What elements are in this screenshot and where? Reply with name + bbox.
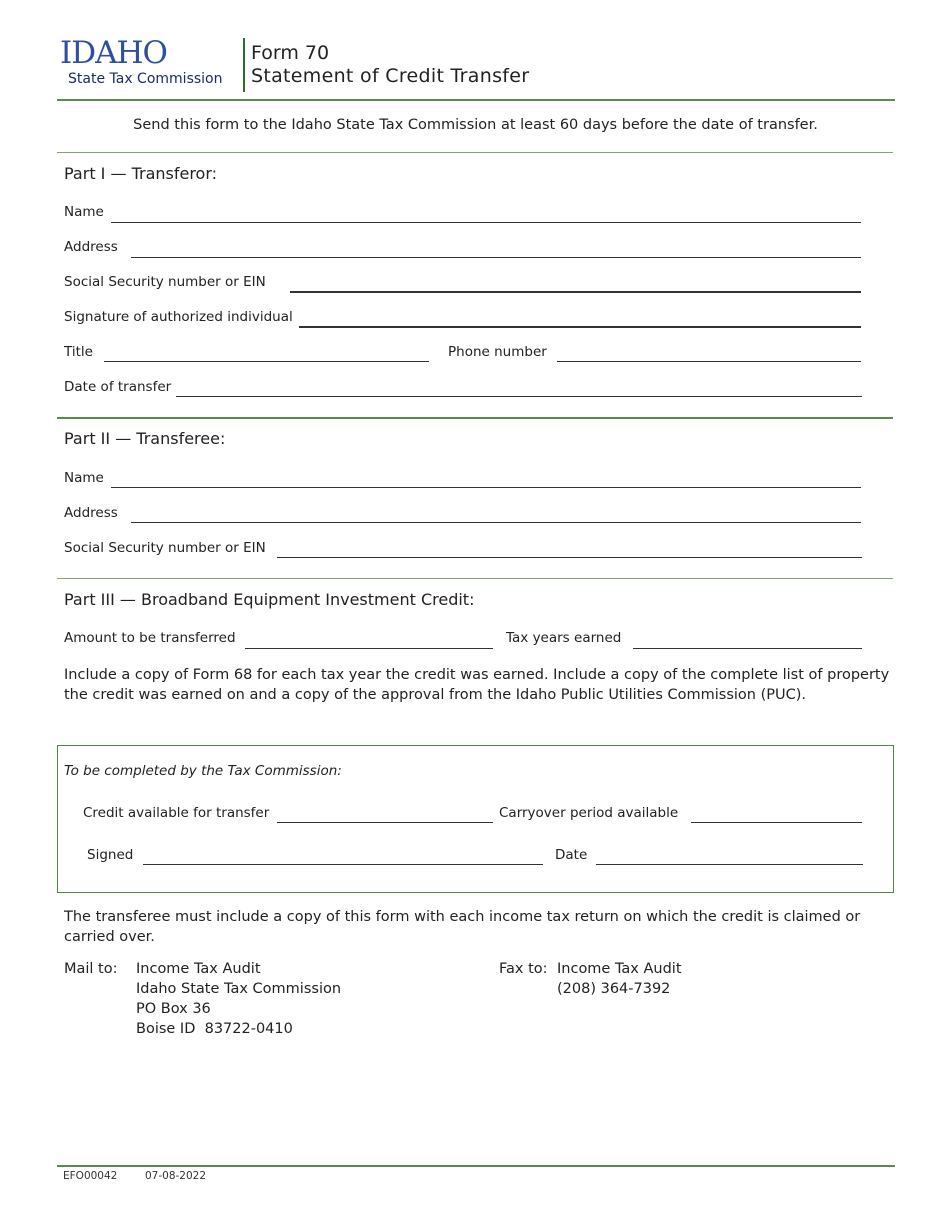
intro-text: Send this form to the Idaho State Tax Commission at least 60 days before the date of transfer. [133,117,818,133]
part1-ssn-field[interactable] [290,291,861,293]
carryover-field[interactable] [691,822,862,823]
fax-details [557,959,682,999]
part2-rule [57,578,893,579]
form-number: Form 70 [251,42,330,64]
part1-title-label: Title [64,344,93,360]
signed-field[interactable] [143,864,543,865]
fax-label: Fax to: [499,961,548,977]
part2-name-field[interactable] [111,487,861,488]
header-divider [243,38,245,92]
part2-address-field[interactable] [131,522,861,523]
part1-name-field[interactable] [111,222,861,223]
mail-line: Idaho State Tax Commission [136,981,342,997]
credit-available-label: Credit available for transfer [83,805,270,821]
idaho-logo: IDAHO [60,35,167,71]
commission-date-label: Date [555,847,588,863]
intro-rule [57,152,893,153]
credit-available-field[interactable] [277,822,493,823]
part1-name-label: Name [64,204,104,220]
commission-heading: To be completed by the Tax Commission: [64,763,342,779]
part1-phone-field[interactable] [557,361,861,362]
part1-title: Part I — Transferor: [64,164,218,183]
part3-tax-years-label: Tax years earned [506,630,622,646]
part2-name-label: Name [64,470,104,486]
signed-label: Signed [87,847,134,863]
carryover-label: Carryover period available [499,805,679,821]
mail-address [136,959,341,1039]
fax-line: (208) 364-7392 [557,981,671,997]
part1-address-field[interactable] [131,257,861,258]
header-rule [57,99,895,101]
part2-title: Part II — Transferee: [64,429,226,448]
part2-ssn-label: Social Security number or EIN [64,540,266,556]
commission-box [57,745,894,893]
part1-ssn-label: Social Security number or EIN [64,274,266,290]
revision-date: 07-08-2022 [145,1170,207,1182]
part1-date-label: Date of transfer [64,379,172,395]
mail-line: Income Tax Audit [136,961,261,977]
form-title: Statement of Credit Transfer [251,65,530,87]
form-code: EFO00042 [63,1170,118,1182]
part3-title: Part III — Broadband Equipment Investment Credit: [64,590,475,609]
logo-subtitle: State Tax Commission [68,71,223,87]
mail-line: Boise ID 83722-0410 [136,1021,293,1037]
part1-rule [57,417,893,419]
part3-amount-field[interactable] [245,648,493,649]
part1-phone-label: Phone number [448,344,547,360]
part1-date-field[interactable] [176,396,862,397]
fax-line: Income Tax Audit [557,961,682,977]
commission-date-field[interactable] [596,864,863,865]
part1-title-field[interactable] [104,361,429,362]
footer-rule [57,1165,895,1167]
part3-amount-label: Amount to be transferred [64,630,236,646]
part1-address-label: Address [64,239,118,255]
part1-signature-label: Signature of authorized individual [64,309,293,325]
part2-ssn-field[interactable] [277,557,862,558]
mail-label: Mail to: [64,961,118,977]
part3-tax-years-field[interactable] [633,648,862,649]
mail-line: PO Box 36 [136,1001,211,1017]
part3-note: Include a copy of Form 68 for each tax year the credit was earned. Include a copy of the complete list of property the credit was earned on and a copy of the approval from the Idaho Public Utilities Commission (PUC). [64,667,890,703]
closing-note: The transferee must include a copy of this form with each income tax return on which the credit is claimed or carried over. [64,909,861,945]
part1-signature-field[interactable] [299,326,861,328]
part2-address-label: Address [64,505,118,521]
